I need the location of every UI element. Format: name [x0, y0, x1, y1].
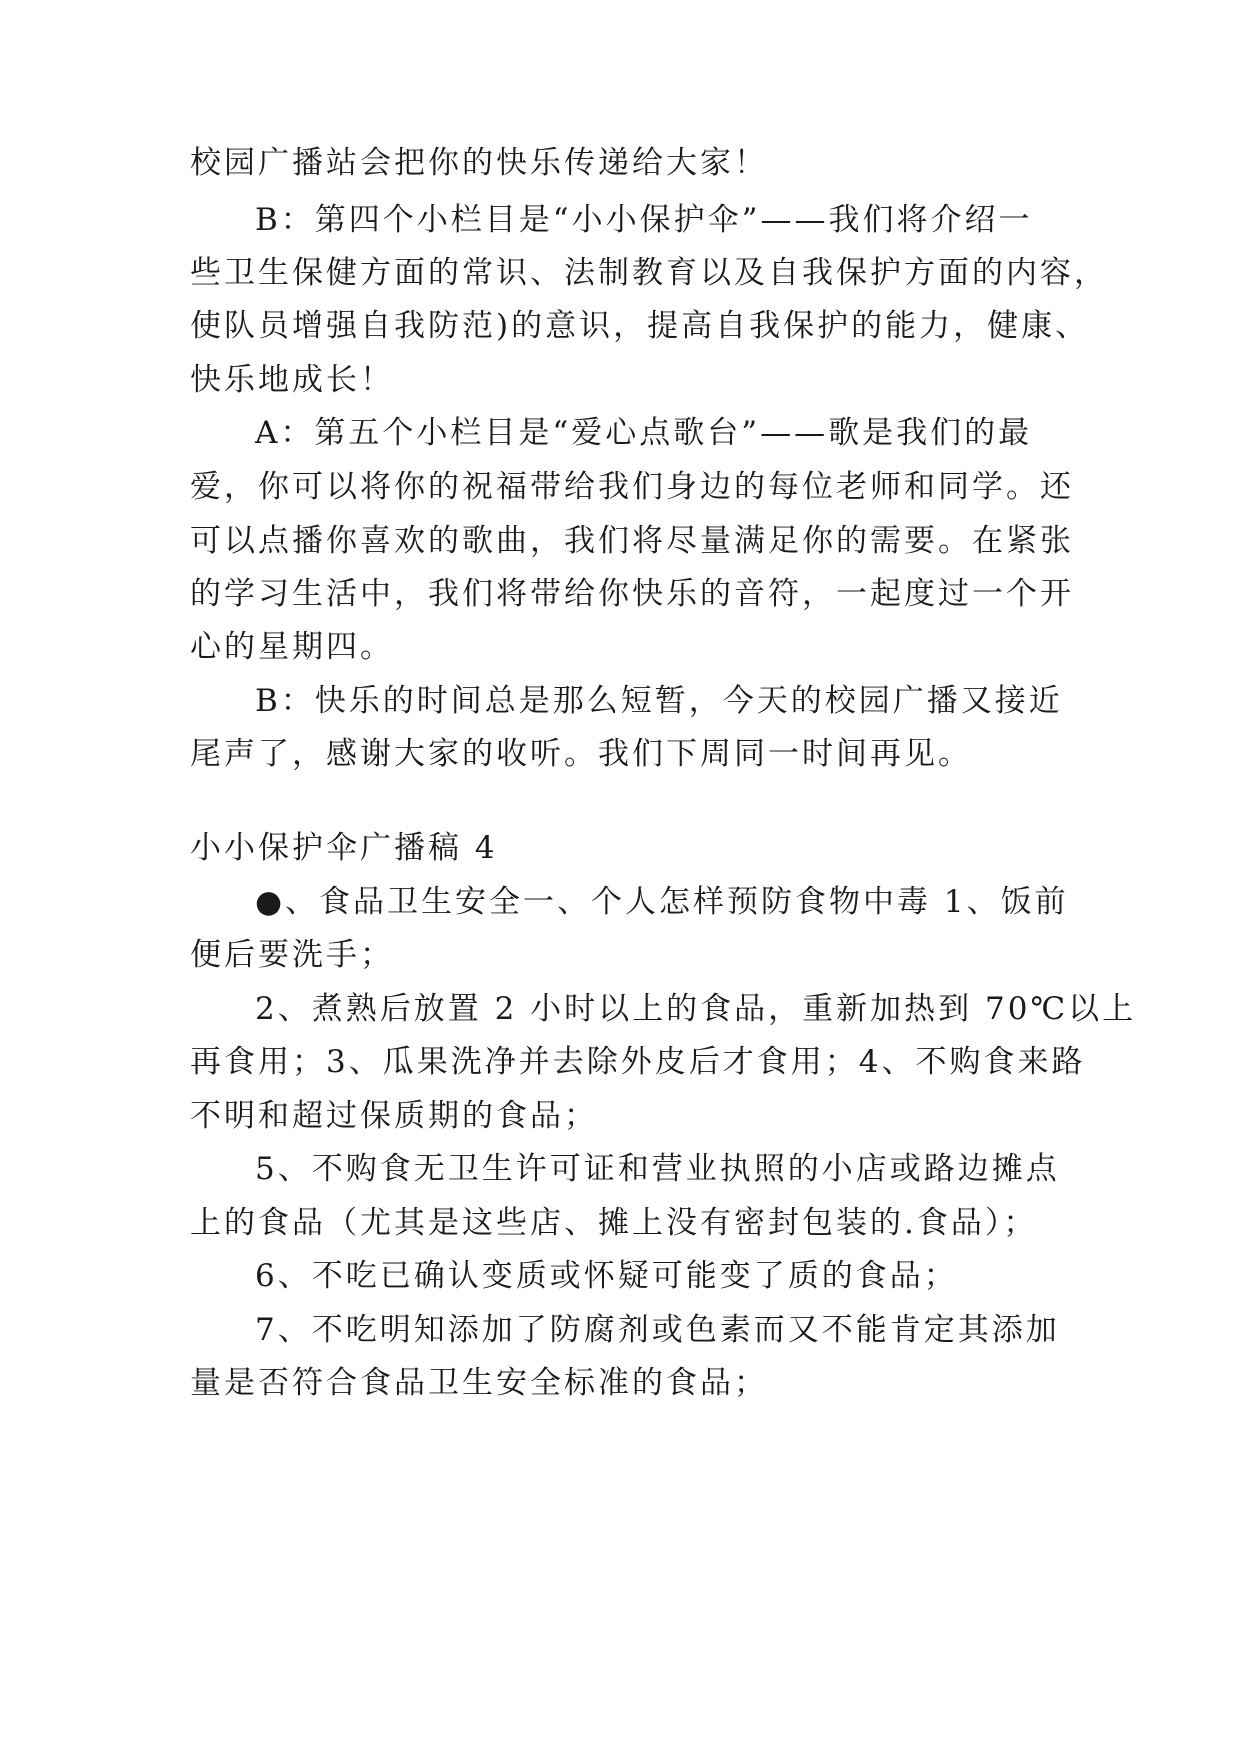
text-line: 些卫生保健方面的常识、法制教育以及自我保护方面的内容， — [190, 255, 1108, 291]
text-line: 校园广播站会把你的快乐传递给大家！ — [190, 145, 768, 181]
section-heading: 小小保护伞广播稿 4 — [190, 830, 498, 866]
text-line: 爱，你可以将你的祝福带给我们身边的每位老师和同学。还 — [190, 469, 1074, 505]
text-line: 再食用；3、瓜果洗净并去除外皮后才食用；4、不购食来路 — [190, 1044, 1086, 1080]
text-line: 尾声了，感谢大家的收听。我们下周同一时间再见。 — [190, 736, 972, 772]
text-line: 量是否符合食品卫生安全标准的食品； — [190, 1365, 768, 1401]
text-line: 心的星期四。 — [190, 629, 394, 665]
text-line: 7、不吃明知添加了防腐剂或色素而又不能肯定其添加 — [255, 1312, 1060, 1348]
text-line: 使队员增强自我防范)的意识，提高自我保护的能力，健康、 — [190, 308, 1090, 344]
text-line: A：第五个小栏目是“爱心点歌台”——歌是我们的最 — [255, 415, 1033, 451]
text-line: 6、不吃已确认变质或怀疑可能变了质的食品； — [255, 1258, 958, 1294]
text-line: 2、煮熟后放置 2 小时以上的食品，重新加热到 70℃以上 — [255, 991, 1137, 1027]
text-line: 快乐地成长！ — [190, 362, 394, 398]
text-line: 的学习生活中，我们将带给你快乐的音符，一起度过一个开 — [190, 576, 1074, 612]
text-line: 不明和超过保质期的食品； — [190, 1098, 598, 1134]
text-line: 便后要洗手； — [190, 937, 394, 973]
text-line: ●、食品卫生安全一、个人怎样预防食物中毒 1、饭前 — [255, 884, 1069, 920]
text-line: 可以点播你喜欢的歌曲，我们将尽量满足你的需要。在紧张 — [190, 523, 1074, 559]
text-line: B：快乐的时间总是那么短暂，今天的校园广播又接近 — [255, 683, 1063, 719]
text-line: 上的食品（尤其是这些店、摊上没有密封包装的.食品）； — [190, 1205, 1038, 1241]
text-line: B：第四个小栏目是“小小保护伞”——我们将介绍一 — [255, 202, 1033, 238]
text-line: 5、不购食无卫生许可证和营业执照的小店或路边摊点 — [255, 1151, 1060, 1187]
